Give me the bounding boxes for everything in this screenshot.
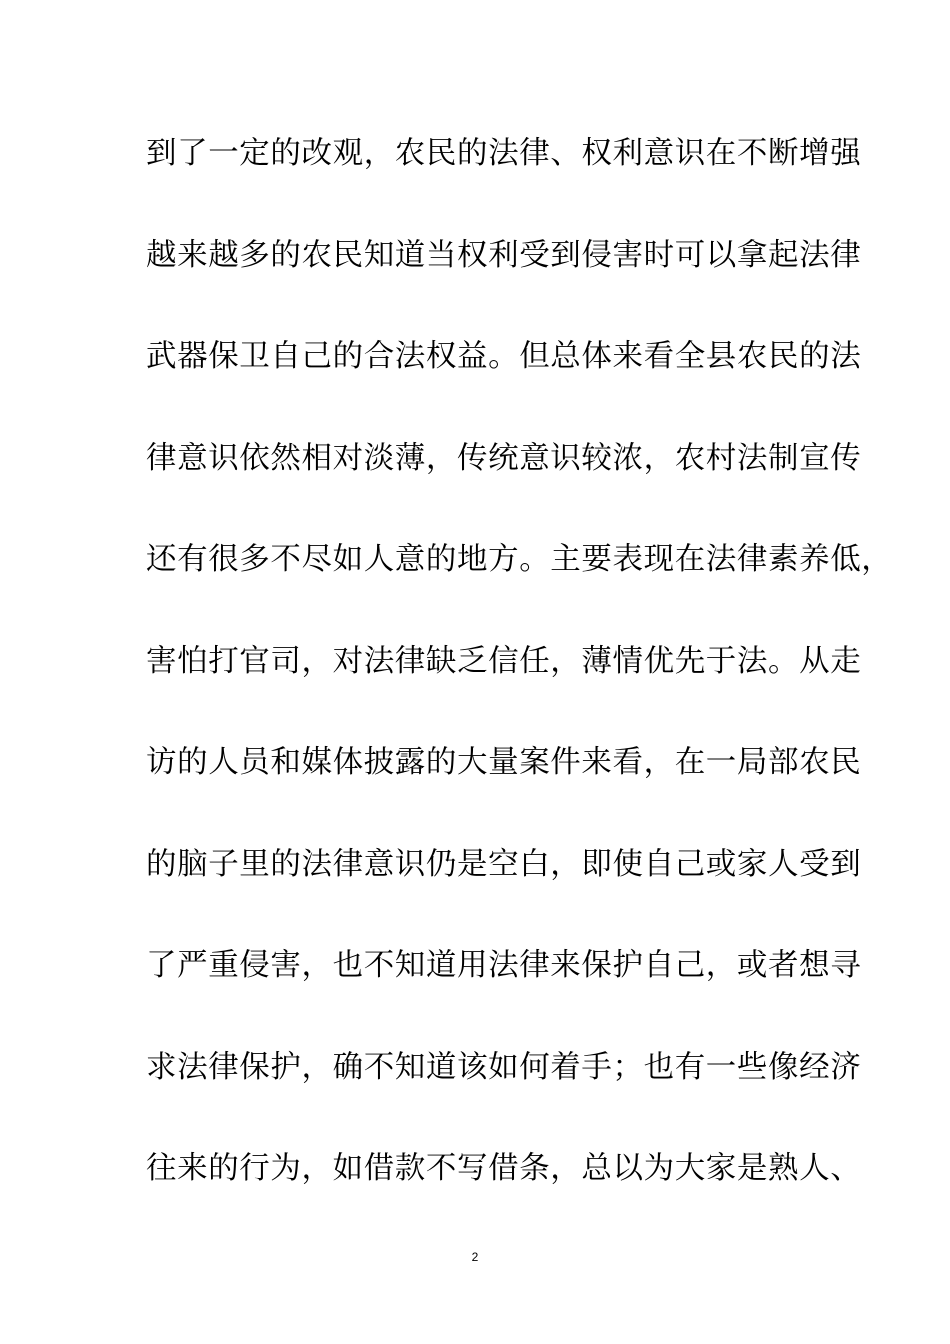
text-line: 了严重侵害，也不知道用法律来保护自己，或者想寻 [146,948,862,983]
text-line: 往来的行为，如借款不写借条，总以为大家是熟人、 [146,1151,862,1186]
text-line: 求法律保护，确不知道该如何着手；也有一些像经济 [146,1049,862,1085]
body-text [146,128,893,1245]
text-line: 律意识依然相对淡薄，传统意识较浓，农村法制宣传 [146,440,862,476]
text-line: 武器保卫自己的合法权益。但总体来看全县农民的法 [146,339,862,374]
page-number: 2 [471,1250,479,1264]
text-line: 的脑子里的法律意识仍是空白，即使自己或家人受到 [146,846,862,882]
text-line: 越来越多的农民知道当权利受到侵害时可以拿起法律 [146,237,862,273]
text-line: 到了一定的改观，农民的法律、权利意识在不断增强 [146,136,862,171]
text-line: 害怕打官司，对法律缺乏信任，薄情优先于法。从走 [146,643,862,679]
text-line: 还有很多不尽如人意的地方。主要表现在法律素养低， [146,542,893,577]
text-line: 访的人员和媒体披露的大量案件来看，在一局部农民 [146,745,862,780]
